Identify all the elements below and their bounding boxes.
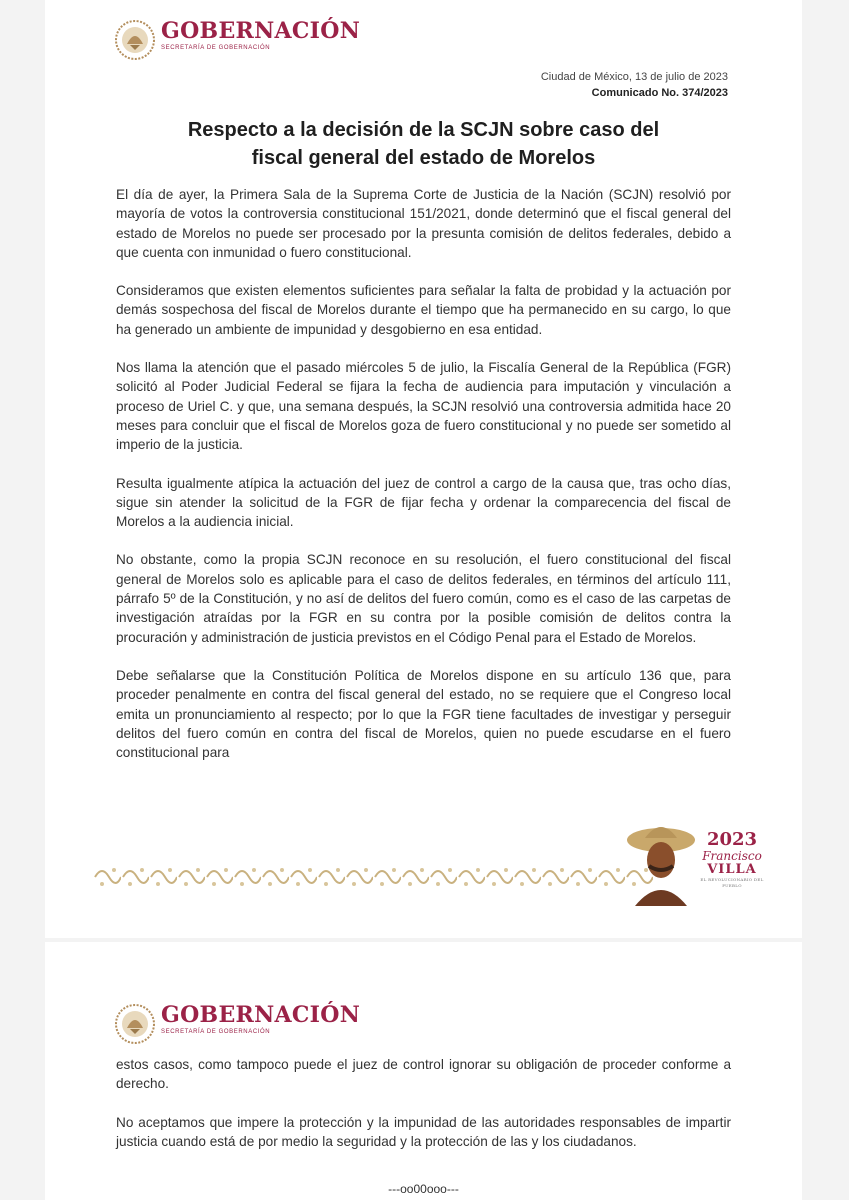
logo-year: 2023: [706, 829, 758, 850]
paragraph: El día de ayer, la Primera Sala de la Suprema Corte de Justicia de la Nación (SCJN) resolvió por mayoría de votos la controversia constitucional 151/2021, donde determinó que el fiscal general del estado de Morelos no puede ser procesado por la presunta comisión de delitos federales, debido a que cuenta con inmunidad o fuero constitucional.: [116, 187, 731, 260]
paragraph: Nos llama la atención que el pasado miércoles 5 de julio, la Fiscalía General de la República (FGR) solicitó al Poder Judicial Federal se fijara la fecha de audiencia para imputación y vinculación a proceso de Uriel C. y que, una semana después, la SCJN resolvió una controversia admitida hace 20 meses para concluir que el fiscal de Morelos goza de fuero constitucional y no puede ser sometido al imperio de la justicia.: [116, 360, 731, 453]
decorative-footer-band: [93, 862, 653, 892]
coat-of-arms-icon: [113, 1002, 157, 1046]
body-text: [116, 185, 731, 781]
logo-name: GOBERNACIÓN: [161, 18, 361, 44]
logo-name: GOBERNACIÓN: [161, 1002, 361, 1028]
paragraph: Consideramos que existen elementos suficientes para señalar la falta de probidad y la actuación por demás sospechosa del fiscal de Morelos durante el tiempo que ha permanecido en su cargo, lo que ha generado un ambiente de impunidad y desgobierno en esa entidad.: [116, 283, 731, 337]
paragraph: estos casos, como tampoco puede el juez de control ignorar su obligación de proceder conforme a derecho.: [116, 1057, 731, 1092]
end-mark: ---oo00ooo---: [388, 1182, 459, 1196]
gobernacion-logo: [113, 1002, 360, 1046]
logo-subtitle: SECRETARÍA DE GOBERNACIÓN: [161, 45, 271, 51]
gobernacion-logo: [113, 18, 360, 62]
coat-of-arms-icon: [113, 18, 157, 62]
francisco-villa-2023-logo: [697, 830, 767, 889]
logo-subtitle: SECRETARÍA DE GOBERNACIÓN: [161, 1029, 271, 1035]
paragraph: Resulta igualmente atípica la actuación del juez de control a cargo de la causa que, tras ocho días, sigue sin atender la solicitud de la FGR de fijar fecha y ordenar la comparecencia del fiscal de Morelos a la audiencia inicial.: [116, 475, 731, 530]
paragraph: No aceptamos que impere la protección y la impunidad de las autoridades responsables de impartir justicia cuando está de por medio la seguridad y la protección de las y los ciudadanos.: [116, 1114, 731, 1149]
place-date: Ciudad de México, 13 de julio de 2023: [540, 71, 728, 83]
page-title: [115, 116, 732, 172]
document-page-2: [45, 942, 802, 1200]
body-text: [116, 1055, 731, 1170]
document-page-1: [45, 0, 802, 938]
title-line-1: Respecto a la decisión de la SCJN sobre caso del: [187, 119, 660, 141]
logo-caption: EL REVOLUCIONARIO DEL PUEBLO: [700, 877, 764, 888]
paragraph: No obstante, como la propia SCJN reconoce en su resolución, el fuero constitucional del fiscal general de Morelos solo es aplicable para el caso de delitos federales, en términos del artículo 111, párrafo 5º de la Constitución, y no así de delitos del fuero común, como es el caso de las carpetas de investigación atraídas por la FGR en su contra por la posible comisión de delitos contra la procuración y administración de justicia previstos en el Código Penal para el Estado de Morelos.: [116, 552, 731, 645]
communique-number: Comunicado No. 374/2023: [591, 87, 728, 99]
title-line-2: fiscal general del estado de Morelos: [251, 147, 596, 169]
paragraph: Debe señalarse que la Constitución Política de Morelos dispone en su artículo 136 que, para proceder penalmente en contra del fiscal general del estado, no se requiere que el Congreso local emita un pronunciamiento al respecto; por lo que la FGR tiene facultades de investigar y perseguir delitos del fuero común en contra del fiscal de Morelos, quien no puede escudarse en el fuero constitucional para: [116, 667, 731, 761]
logo-first-name: Francisco: [702, 849, 762, 863]
logo-surname: VILLA: [707, 862, 757, 877]
dateline: [541, 69, 728, 101]
